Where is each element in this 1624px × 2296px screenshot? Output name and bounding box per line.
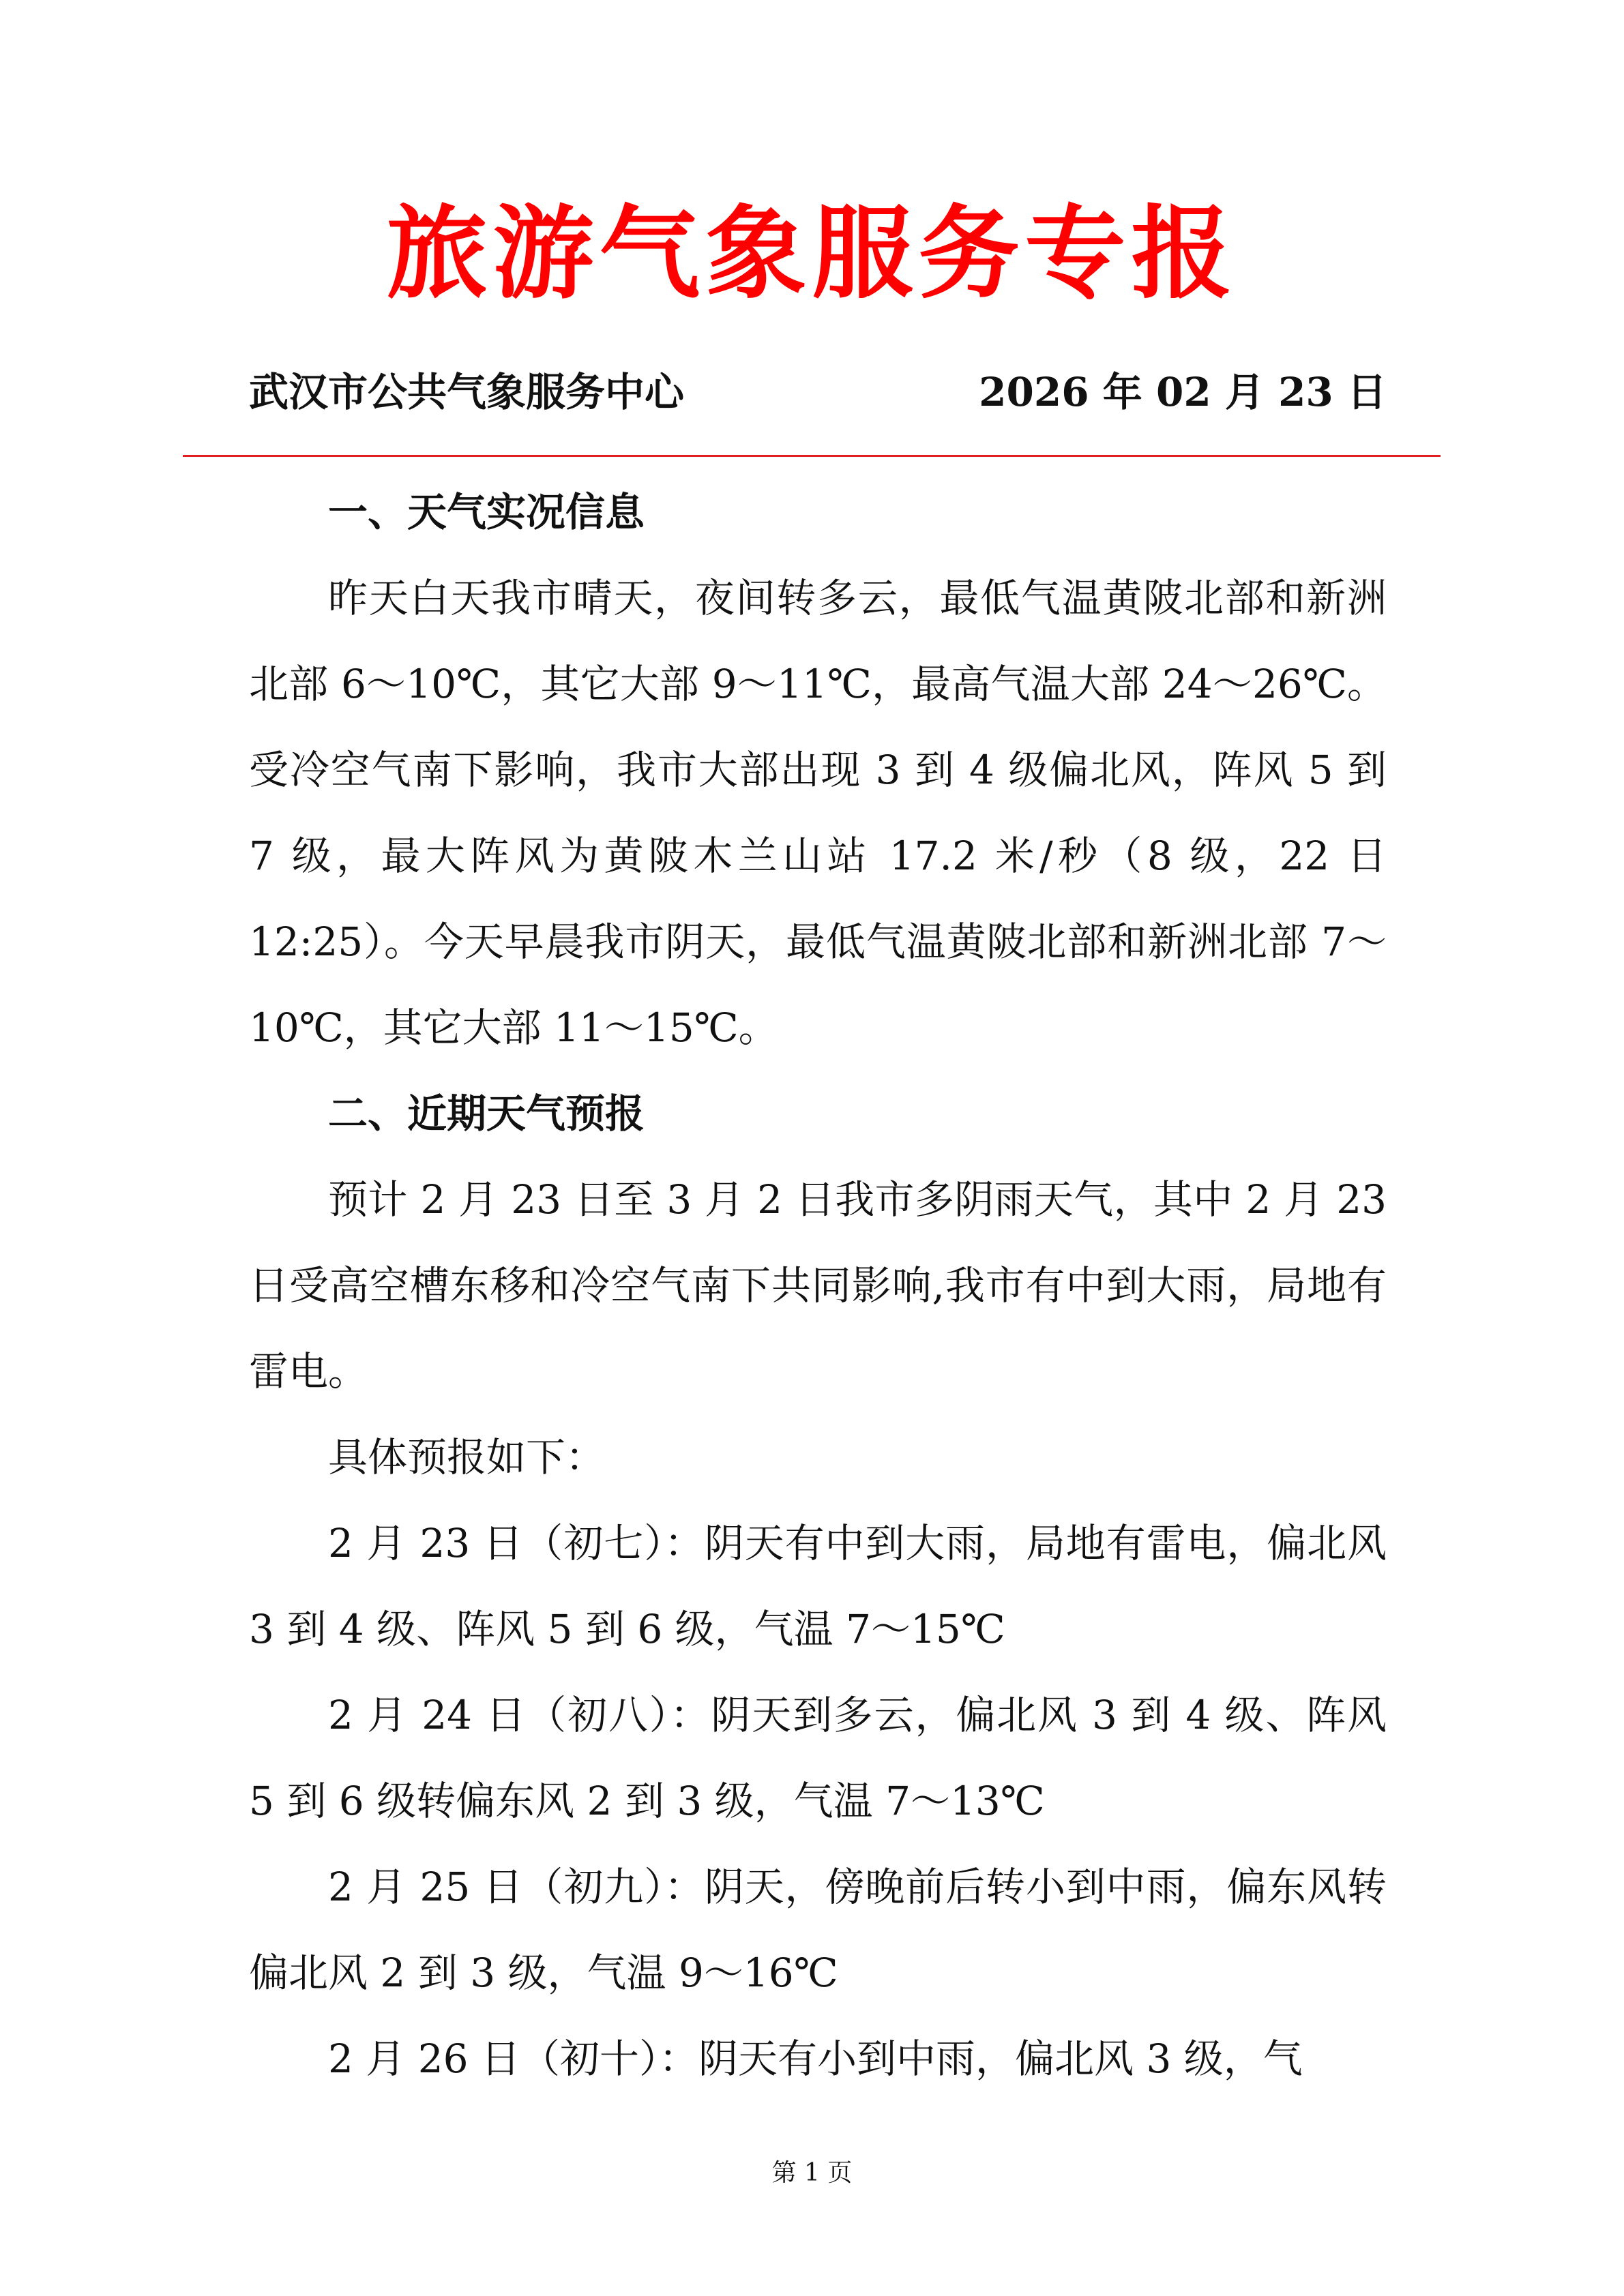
section-heading-forecast: 二、近期天气预报 — [328, 1090, 645, 1137]
daily-forecast-item: 2 月 26 日（初十）：阴天有小到中雨，偏北风 3 级，气 — [328, 2036, 1303, 2082]
daily-forecast-item: 2 月 24 日（初八）：阴天到多云，偏北风 3 到 4 级、阵风 5 到 6 级转偏东风 2 到 3 级，气温 7～13℃ — [249, 1692, 1387, 1824]
observation-paragraph: 昨天白天我市晴天，夜间转多云，最低气温黄陂北部和新洲北部 6～10℃，其它大部 9～11℃，最高气温大部 24～26℃。受冷空气南下影响，我市大部出现 3 到 4 级偏北风，阵风 5 到 7 级，最大阵风为黄陂木兰山站 17.2 米/秒（8 级，22 日 12:25）。今天早晨我市阴天，最低气温黄陂北部和新洲北部 7～10℃，其它大部 11～15℃。 — [249, 575, 1387, 1051]
issue-date: 2026 年 02 月 23 日 — [979, 369, 1387, 415]
report-title: 旅游气象服务专报 — [386, 194, 1238, 312]
forecast-intro: 具体预报如下： — [328, 1434, 606, 1480]
section-heading-observation: 一、天气实况信息 — [328, 489, 645, 535]
issuer-name: 武汉市公共气象服务中心 — [249, 369, 685, 415]
forecast-summary-paragraph: 预计 2 月 23 日至 3 月 2 日我市多阴雨天气，其中 2 月 23 日受高空槽东移和冷空气南下共同影响,我市有中到大雨，局地有雷电。 — [249, 1176, 1387, 1395]
daily-forecast-item: 2 月 25 日（初九）：阴天，傍晚前后转小到中雨，偏东风转偏北风 2 到 3 级，气温 9～16℃ — [249, 1864, 1387, 1996]
header-divider — [183, 455, 1441, 457]
report-body — [249, 469, 1387, 2102]
report-header — [249, 365, 1387, 419]
page-number: 第 1 页 — [771, 2159, 853, 2187]
daily-forecast-item: 2 月 23 日（初七）：阴天有中到大雨，局地有雷电，偏北风 3 到 4 级、阵风 5 到 6 级，气温 7～15℃ — [249, 1520, 1387, 1652]
